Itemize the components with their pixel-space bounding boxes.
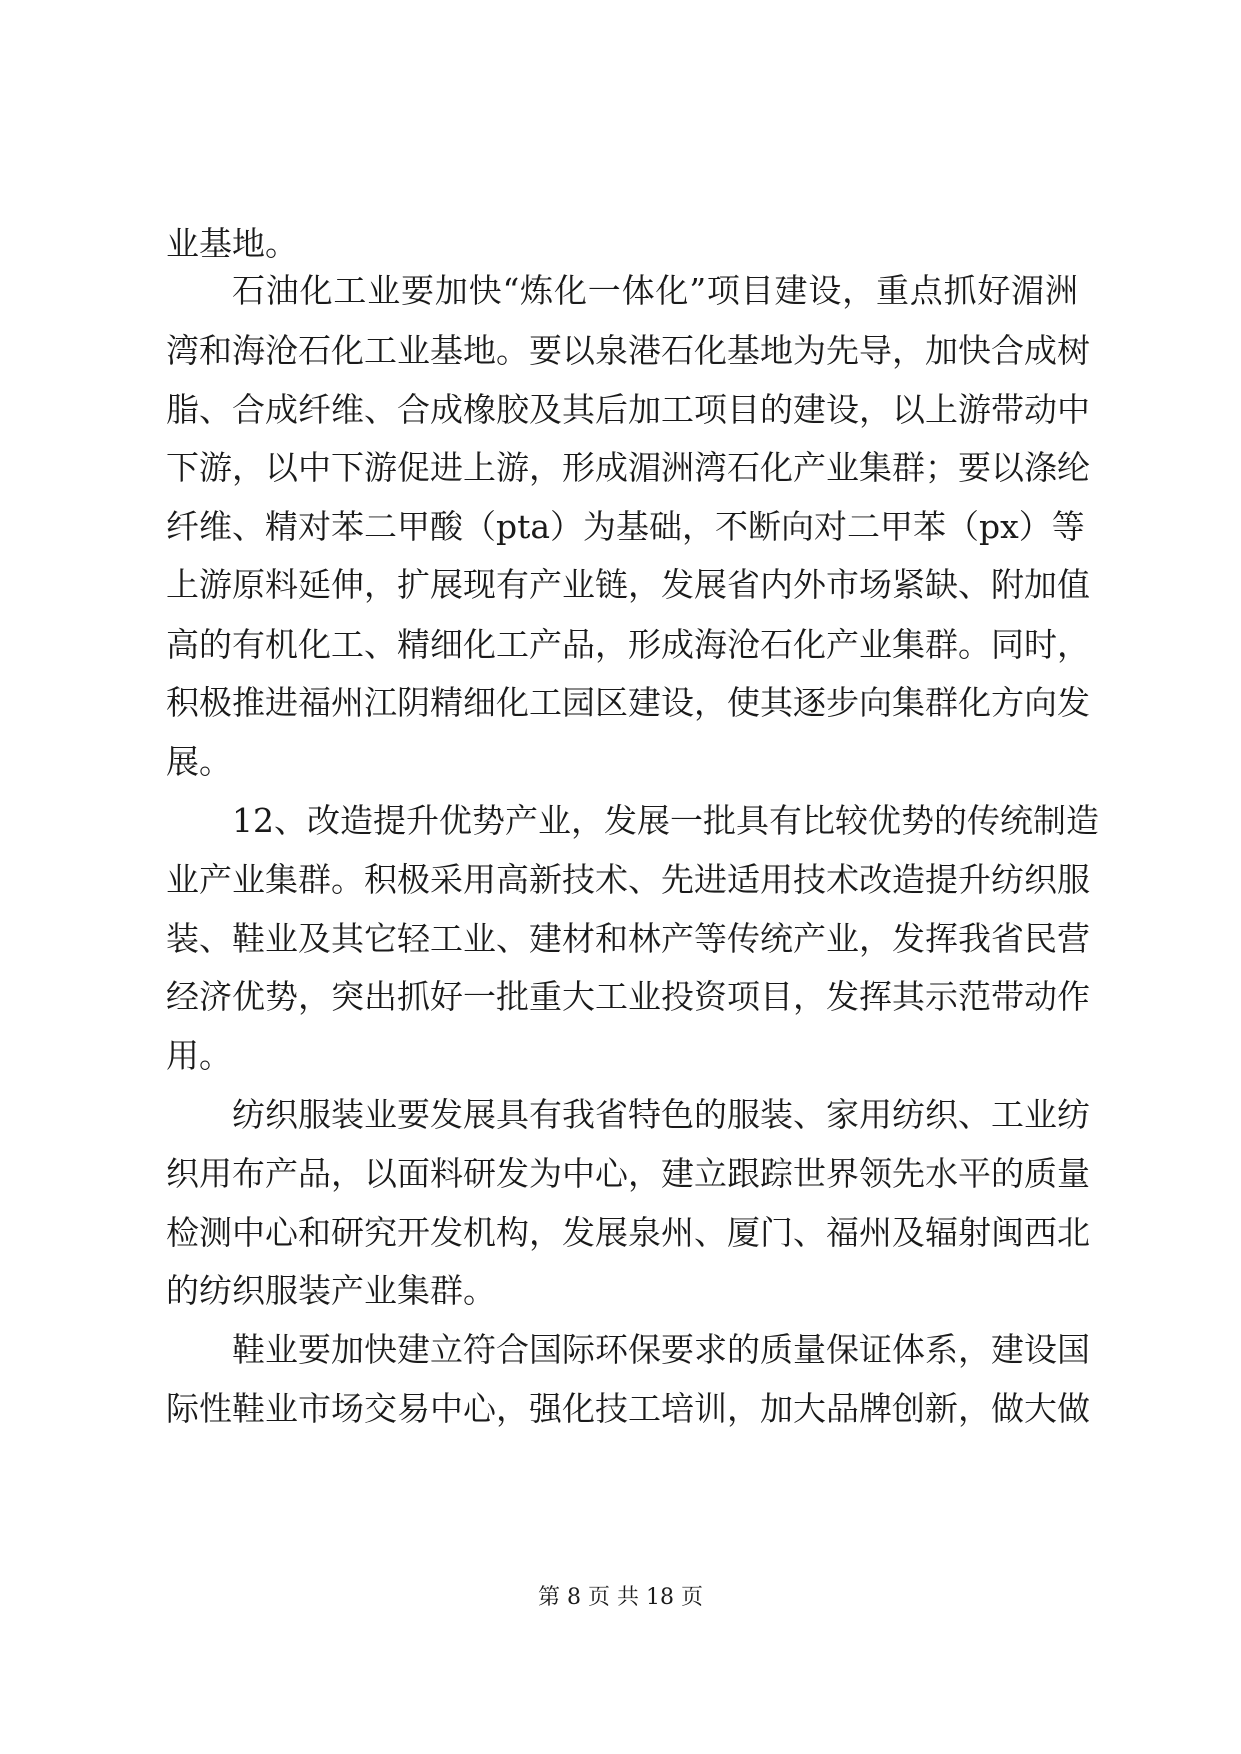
text-line: 纤维、精对苯二甲酸（pta）为基础，不断向对二甲苯（px）等	[166, 507, 1085, 546]
page-number-footer: 第 8 页 共 18 页	[538, 1585, 703, 1610]
text-line: 上游原料延伸，扩展现有产业链，发展省内外市场紧缺、附加值	[166, 565, 1090, 604]
text-line: 际性鞋业市场交易中心，强化技工培训，加大品牌创新，做大做	[166, 1389, 1090, 1428]
text-line: 纺织服装业要发展具有我省特色的服装、家用纺织、工业纺	[232, 1095, 1090, 1134]
text-line: 的纺织服装产业集群。	[166, 1271, 496, 1310]
text-line: 装、鞋业及其它轻工业、建材和林产等传统产业，发挥我省民营	[166, 919, 1090, 958]
text-line: 业产业集群。积极采用高新技术、先进适用技术改造提升纺织服	[166, 860, 1090, 899]
text-line: 检测中心和研究开发机构，发展泉州、厦门、福州及辐射闽西北	[166, 1213, 1090, 1252]
text-line: 脂、合成纤维、合成橡胶及其后加工项目的建设，以上游带动中	[166, 390, 1090, 429]
text-line: 用。	[166, 1036, 232, 1075]
text-line: 湾和海沧石化工业基地。要以泉港石化基地为先导，加快合成树	[166, 331, 1090, 370]
text-line: 织用布产品，以面料研发为中心，建立跟踪世界领先水平的质量	[166, 1154, 1090, 1193]
text-line: 展。	[166, 742, 232, 781]
text-line: 经济优势，突出抓好一批重大工业投资项目，发挥其示范带动作	[166, 977, 1090, 1016]
text-line: 高的有机化工、精细化工产品，形成海沧石化产业集群。同时，	[166, 625, 1090, 664]
text-line: 石油化工业要加快“炼化一体化”项目建设，重点抓好湄洲	[232, 271, 1078, 310]
text-line: 业基地。	[166, 224, 298, 263]
text-line: 鞋业要加快建立符合国际环保要求的质量保证体系，建设国	[232, 1330, 1090, 1369]
text-line: 下游，以中下游促进上游，形成湄洲湾石化产业集群；要以涤纶	[166, 448, 1090, 487]
text-line: 12、改造提升优势产业，发展一批具有比较优势的传统制造	[232, 801, 1099, 840]
text-line: 积极推进福州江阴精细化工园区建设，使其逐步向集群化方向发	[166, 683, 1090, 722]
